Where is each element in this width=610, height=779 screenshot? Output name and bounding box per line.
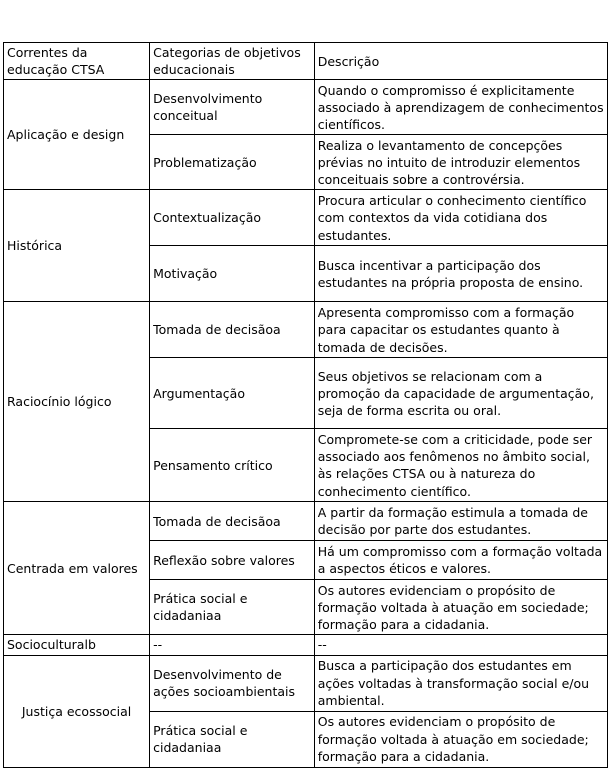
categoria-cell: Reflexão sobre valores (150, 541, 315, 580)
header-descricao: Descrição (314, 43, 607, 80)
corrente-cell: Centrada em valores (4, 502, 150, 635)
corrente-cell: Justiça ecossocial (4, 655, 150, 767)
descricao-cell: Realiza o levantamento de concepções prévias no intuito de introduzir elementos conceituais sobre a controvérsia. (314, 135, 607, 190)
table-row (4, 80, 608, 135)
table-row (4, 502, 608, 541)
descricao-cell: Busca incentivar a participação dos estudantes na própria proposta de ensino. (314, 246, 607, 302)
corrente-cell: Socioculturalb (4, 635, 150, 655)
header-categorias: Categorias de objetivos educacionais (150, 43, 315, 80)
categoria-cell: Problematização (150, 135, 315, 190)
corrente-cell: Histórica (4, 190, 150, 302)
descricao-cell: Apresenta compromisso com a formação para capacitar os estudantes quanto à tomada de decisões. (314, 302, 607, 358)
objectives-table (3, 42, 608, 768)
categoria-cell: Contextualização (150, 190, 315, 246)
categoria-cell: Motivação (150, 246, 315, 302)
descricao-cell: Busca a participação dos estudantes em ações voltadas à transformação social e/ou ambiental. (314, 655, 607, 711)
descricao-cell: Quando o compromisso é explicitamente associado à aprendizagem de conhecimentos científicos. (314, 80, 607, 135)
table-row (4, 635, 608, 655)
table-row (4, 655, 608, 711)
table-row (4, 302, 608, 358)
header-correntes: Correntes da educação CTSA (4, 43, 150, 80)
descricao-cell: A partir da formação estimula a tomada de decisão por parte dos estudantes. (314, 502, 607, 541)
descricao-cell: Há um compromisso com a formação voltada a aspectos éticos e valores. (314, 541, 607, 580)
categoria-cell: Desenvolvimento conceitual (150, 80, 315, 135)
categoria-cell: Pensamento crítico (150, 429, 315, 502)
table-row (4, 190, 608, 246)
header-row (4, 43, 608, 80)
descricao-cell: Os autores evidenciam o propósito de formação voltada à atuação em sociedade; formação para a cidadania. (314, 580, 607, 635)
categoria-cell: Desenvolvimento de ações socioambientais (150, 655, 315, 711)
descricao-cell: Seus objetivos se relacionam com a promoção da capacidade de argumentação, seja de forma escrita ou oral. (314, 358, 607, 429)
corrente-cell: Aplicação e design (4, 80, 150, 190)
categoria-cell: Tomada de decisãoa (150, 302, 315, 358)
descricao-cell: Os autores evidenciam o propósito de formação voltada à atuação em sociedade; formação para a cidadania. (314, 711, 607, 767)
categoria-cell: Argumentação (150, 358, 315, 429)
categoria-cell: Tomada de decisãoa (150, 502, 315, 541)
categoria-cell: Prática social e cidadaniaa (150, 711, 315, 767)
categoria-cell: -- (150, 635, 315, 655)
descricao-cell: -- (314, 635, 607, 655)
descricao-cell: Compromete-se com a criticidade, pode ser associado aos fenômenos no âmbito social, às relações CTSA ou à natureza do conhecimento científico. (314, 429, 607, 502)
descricao-cell: Procura articular o conhecimento científico com contextos da vida cotidiana dos estudantes. (314, 190, 607, 246)
categoria-cell: Prática social e cidadaniaa (150, 580, 315, 635)
corrente-cell: Raciocínio lógico (4, 302, 150, 502)
